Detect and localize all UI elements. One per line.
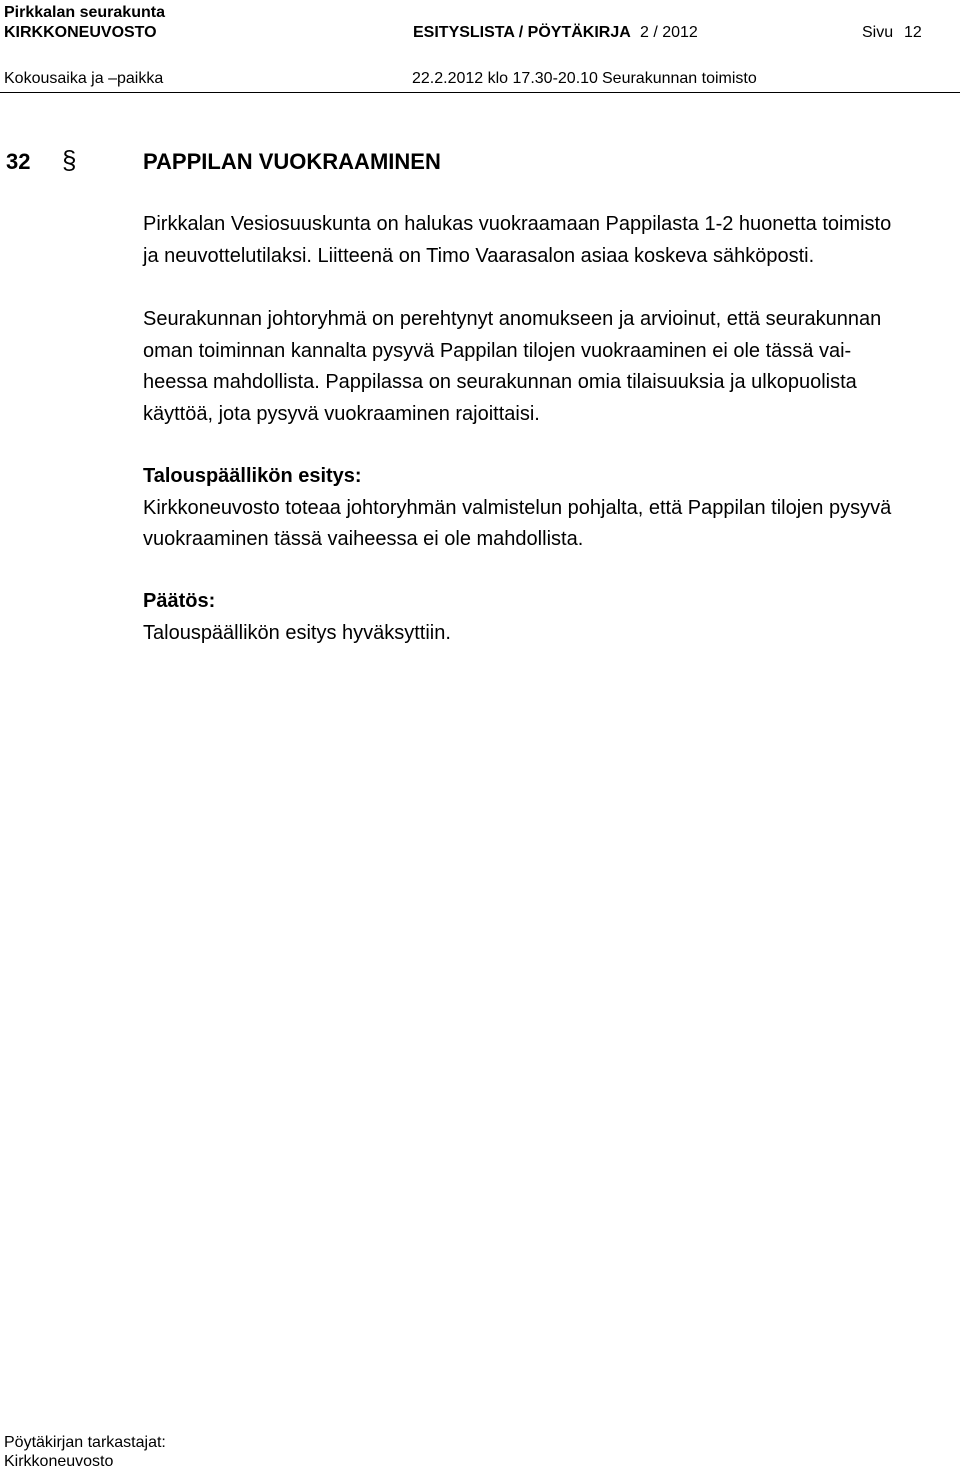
footer-label: Pöytäkirjan tarkastajat: bbox=[4, 1434, 166, 1451]
proposal-block bbox=[143, 461, 958, 556]
decision-text: Talouspäällikön esitys hyväksyttiin. bbox=[143, 621, 451, 644]
doc-type: ESITYSLISTA / PÖYTÄKIRJA bbox=[413, 24, 631, 41]
section-sign: § bbox=[62, 145, 77, 175]
footer-body: Kirkkoneuvosto bbox=[4, 1453, 114, 1470]
paragraph-line: Pirkkalan Vesiosuuskunta on halukas vuokraamaan Pappilasta 1-2 huonetta toimisto bbox=[143, 213, 892, 235]
meeting-label: Kokousaika ja –paikka bbox=[4, 70, 164, 87]
decision-heading: Päätös: bbox=[143, 590, 216, 612]
meeting-place: Seurakunnan toimisto bbox=[602, 70, 757, 87]
proposal-heading: Talouspäällikön esitys: bbox=[143, 465, 362, 487]
proposal-line: Kirkkoneuvosto toteaa johtoryhmän valmistelun pohjalta, että Pappilan tilojen pysyvä bbox=[143, 496, 892, 519]
header-divider bbox=[0, 92, 960, 93]
paragraph-assessment bbox=[143, 304, 958, 430]
paragraph-line: oman toiminnan kannalta pysyvä Pappilan tilojen vuokraaminen ei ole tässä vai- bbox=[143, 339, 852, 362]
body-name: KIRKKONEUVOSTO bbox=[4, 24, 157, 41]
section-number: 32 bbox=[6, 149, 31, 174]
paragraph-line: Seurakunnan johtoryhmä on perehtynyt anomukseen ja arvioinut, että seurakunnan bbox=[143, 308, 882, 330]
page-label: Sivu bbox=[862, 24, 894, 41]
org-name: Pirkkalan seurakunta bbox=[4, 4, 165, 21]
doc-number: 2 / 2012 bbox=[640, 24, 698, 41]
paragraph-line: ja neuvottelutilaksi. Liitteenä on Timo Vaarasalon asiaa koskeva sähköposti. bbox=[143, 244, 815, 267]
section-title: PAPPILAN VUOKRAAMINEN bbox=[143, 149, 441, 174]
paragraph-request bbox=[143, 209, 958, 272]
paragraph-line: heessa mahdollista. Pappilassa on seurakunnan omia tilaisuuksia ja ulkopuolista bbox=[143, 371, 857, 393]
decision-block bbox=[143, 586, 958, 649]
proposal-line: vuokraaminen tässä vaiheessa ei ole mahdollista. bbox=[143, 528, 584, 550]
page-number: 12 bbox=[904, 24, 922, 41]
meeting-datetime: 22.2.2012 klo 17.30-20.10 bbox=[412, 70, 598, 87]
paragraph-line: käyttöä, jota pysyvä vuokraaminen rajoittaisi. bbox=[143, 402, 540, 425]
